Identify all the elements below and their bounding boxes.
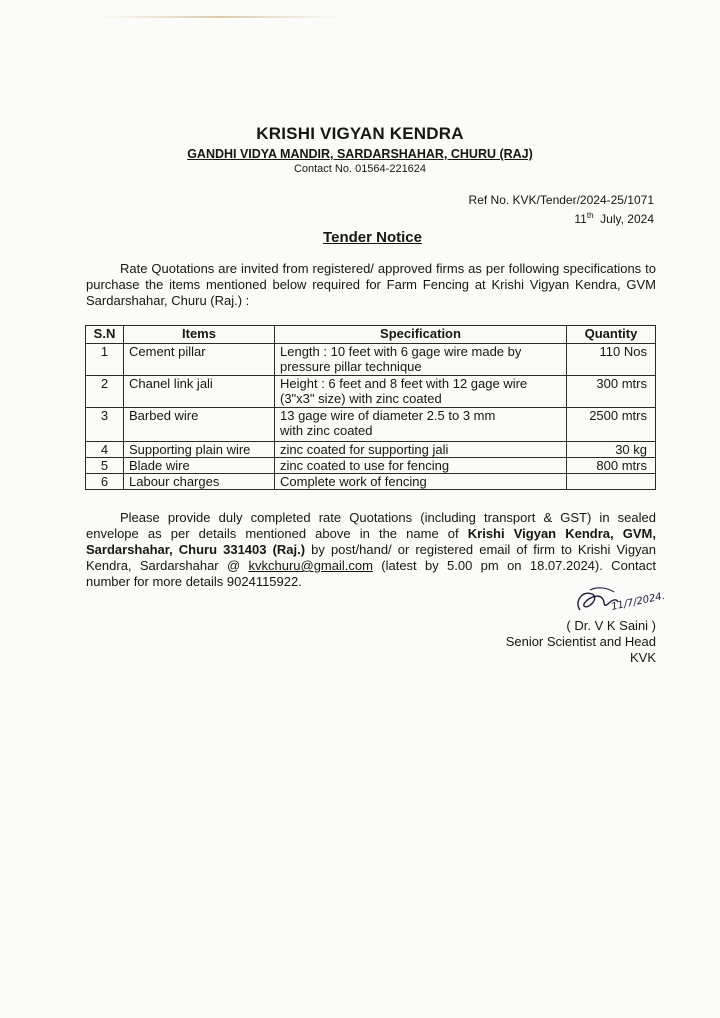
table-row xyxy=(86,474,656,490)
row-sn: 1 xyxy=(86,344,124,376)
reference-number: Ref No. KVK/Tender/2024-25/1071 xyxy=(468,193,654,207)
row-item: Chanel link jali xyxy=(124,376,275,408)
date-month-year: July, 2024 xyxy=(593,212,654,226)
row-sn: 6 xyxy=(86,474,124,490)
signatory-block xyxy=(506,618,656,666)
signature-date: 11/7/2024. xyxy=(610,590,666,613)
closing-text-1: Please provide duly completed rate Quotations (including transport & GST) in sealed envelope as per details mentioned above in the name of xyxy=(86,510,656,541)
row-quantity: 30 kg xyxy=(567,442,656,458)
row-spec: zinc coated to use for fencing xyxy=(275,458,567,474)
row-sn: 2 xyxy=(86,376,124,408)
items-table xyxy=(85,325,656,490)
closing-recipient: Krishi Vigyan Kendra, GVM, Sardarshahar, Churu 331403 (Raj.) xyxy=(86,526,656,557)
scan-artifact-line xyxy=(100,16,340,18)
row-quantity: 2500 mtrs xyxy=(567,408,656,442)
date-day: 11 xyxy=(574,212,587,226)
row-spec: Length : 10 feet with 6 gage wire made by pressure pillar technique xyxy=(275,344,567,376)
row-item: Labour charges xyxy=(124,474,275,490)
table-header-row xyxy=(86,326,656,344)
row-quantity: 800 mtrs xyxy=(567,458,656,474)
table-row xyxy=(86,408,656,442)
row-spec: Height : 6 feet and 8 feet with 12 gage wire (3"x3" size) with zinc coated xyxy=(275,376,567,408)
row-spec: Complete work of fencing xyxy=(275,474,567,490)
row-sn: 4 xyxy=(86,442,124,458)
handwritten-signature xyxy=(572,584,682,620)
row-quantity xyxy=(567,474,656,490)
signatory-office: KVK xyxy=(629,650,656,665)
reference-block xyxy=(469,192,654,227)
header-sn: S.N xyxy=(86,326,124,344)
table-row xyxy=(86,376,656,408)
table-row xyxy=(86,344,656,376)
row-item: Cement pillar xyxy=(124,344,275,376)
table-row xyxy=(86,442,656,458)
row-quantity: 110 Nos xyxy=(567,344,656,376)
row-item: Barbed wire xyxy=(124,408,275,442)
row-spec: zinc coated for supporting jali xyxy=(275,442,567,458)
date-suffix: th xyxy=(586,211,594,220)
closing-paragraph xyxy=(86,510,656,590)
organization-name: KRISHI VIGYAN KENDRA xyxy=(256,124,464,143)
contact-email-link[interactable]: kvkchuru@gmail.com xyxy=(248,558,373,573)
header-specification: Specification xyxy=(275,326,567,344)
row-sn: 5 xyxy=(86,458,124,474)
signatory-designation: Senior Scientist and Head xyxy=(505,634,656,649)
row-item: Blade wire xyxy=(124,458,275,474)
notice-title: Tender Notice xyxy=(323,229,422,246)
table-row xyxy=(86,458,656,474)
contact-number: Contact No. 01564-221624 xyxy=(293,163,427,175)
closing-text-2: by post/hand/ or registered email of firm to Krishi Vigyan Kendra, Sardarshahar @ xyxy=(86,542,657,573)
signatory-name: ( Dr. V K Saini ) xyxy=(566,618,656,633)
row-item: Supporting plain wire xyxy=(124,442,275,458)
notice-date xyxy=(469,208,654,227)
organization-address: GANDHI VIDYA MANDIR, SARDARSHAHAR, CHURU (RAJ) xyxy=(187,147,533,161)
header-quantity: Quantity xyxy=(567,326,656,344)
row-quantity: 300 mtrs xyxy=(567,376,656,408)
header-items: Items xyxy=(124,326,275,344)
intro-paragraph: Rate Quotations are invited from registered/ approved firms as per following specifications to purchase the items mentioned below required for Farm Fencing at Krishi Vigyan Kendra, GVM Sardarshahar, Churu (Raj.) : xyxy=(86,261,656,308)
closing-text-3: (latest by 5.00 pm on 18.07.2024). Contact number for more details 9024115922. xyxy=(86,558,656,589)
row-spec: 13 gage wire of diameter 2.5 to 3 mm with zinc coated xyxy=(275,408,567,442)
row-sn: 3 xyxy=(86,408,124,442)
